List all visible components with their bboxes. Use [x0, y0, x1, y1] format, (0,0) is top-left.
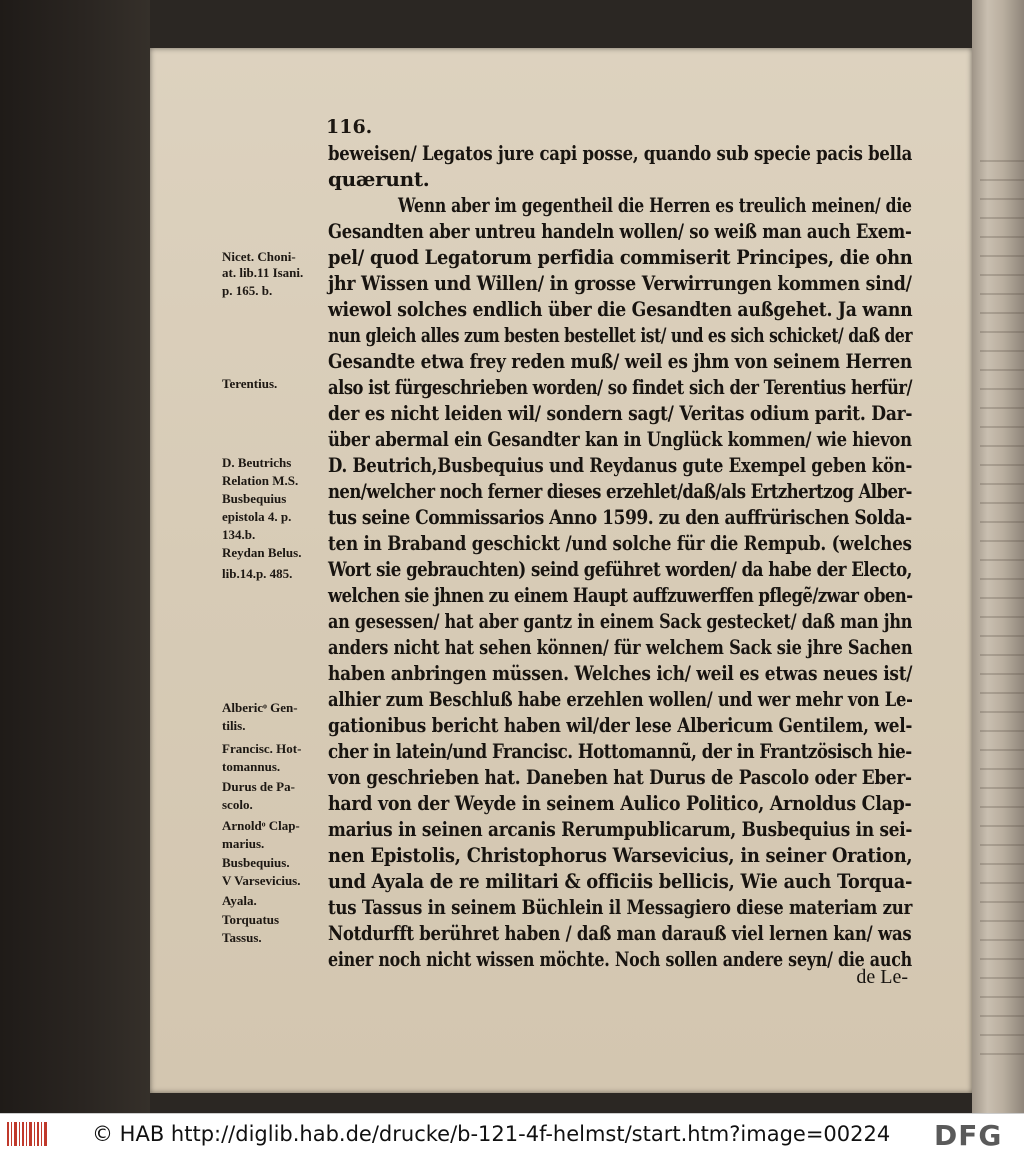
margin-note: Nicet. Choni-	[222, 249, 296, 264]
margin-note: V Varsevicius.	[222, 873, 301, 888]
margin-note: epistola 4. p.	[222, 509, 292, 524]
footer-bar	[0, 1113, 1024, 1154]
margin-note: Reydan Belus.	[222, 545, 302, 560]
text-line: der es nicht leiden wil/ sondern sagt/ Veritas odium parit. Dar-	[328, 401, 913, 425]
margin-note: p. 165. b.	[222, 283, 273, 298]
margin-note: scolo.	[222, 797, 253, 812]
text-line: und Ayala de re militari & officiis bellicis, Wie auch Torqua-	[328, 869, 913, 893]
margin-note: D. Beutrichs	[222, 455, 292, 470]
text-line: quærunt.	[328, 167, 430, 191]
page-number: 116.	[326, 116, 373, 138]
text-line: tus seine Commissarios Anno 1599. zu den auffrürischen Solda-	[328, 505, 912, 529]
text-line: D. Beutrich,Busbequius und Reydanus gute Exempel geben kön-	[328, 453, 913, 477]
margin-note: Durus de Pa-	[222, 779, 295, 794]
text-line: einer noch nicht wissen möchte. Noch sollen andere seyn/ die auch	[328, 947, 912, 971]
dfg-logo: DFG	[934, 1119, 1003, 1152]
margin-note: lib.14.p. 485.	[222, 566, 293, 581]
text-line: welchen sie jhnen zu einem Haupt auffzuwerffen pflegẽ/zwar oben-	[328, 583, 913, 607]
text-line: alhier zum Beschluß habe erzehlen wollen/ und wer mehr von Le-	[328, 687, 913, 711]
text-line: nen Epistolis, Christophorus Warsevicius, in seiner Oration,	[328, 843, 913, 867]
text-line: beweisen/ Legatos jure capi posse, quando sub specie pacis bella	[328, 141, 913, 165]
text-line: Wort sie gebrauchten) seind geführet worden/ da habe der Electo,	[328, 557, 912, 581]
text-line: Gesandte etwa frey reden muß/ weil es jhm von seinem Herren	[328, 349, 913, 373]
text-line: also ist fürgeschrieben worden/ so findet sich der Terentius herfür/	[328, 375, 912, 399]
catchword: de Le-	[856, 966, 908, 988]
margin-note: Terentius.	[222, 376, 278, 391]
text-line: haben anbringen müssen. Welches ich/ weil es etwas neues ist/	[328, 661, 913, 685]
text-line: nen/welcher noch ferner dieses erzehlet/daß/als Ertzhertzog Alber-	[328, 479, 912, 503]
margin-note: Torquatus	[222, 912, 280, 927]
margin-note: Ayala.	[222, 893, 257, 908]
text-line: Wenn aber im gegentheil die Herren es treulich meinen/ die	[398, 193, 912, 217]
text-line: Gesandten aber untreu handeln wollen/ so weiß man auch Exem-	[328, 219, 912, 243]
text-line: anders nicht hat sehen können/ für welchem Sack sie jhre Sachen	[328, 635, 913, 659]
margin-note: Albericͦ Gen-	[222, 700, 298, 715]
margin-note: 134.b.	[222, 527, 256, 542]
text-line: tus Tassus in seinem Büchlein il Messagiero diese materiam zur	[328, 895, 913, 919]
text-line: wiewol solches endlich über die Gesandten außgehet. Ja wann	[328, 297, 913, 321]
margin-note: Tassus.	[222, 930, 262, 945]
text-line: nun gleich alles zum besten bestellet ist/ und es sich schicket/ daß der	[328, 323, 913, 347]
margin-note: tomannus.	[222, 759, 281, 774]
margin-note: Arnoldͦ Clap-	[222, 818, 300, 833]
margin-note: marius.	[222, 836, 265, 851]
scan-background	[0, 0, 150, 1113]
text-line: ten in Braband geschickt /und solche für die Rempub. (welches	[328, 531, 912, 555]
text-line: gationibus bericht haben wil/der lese Albericum Gentilem, wel-	[328, 713, 913, 737]
margin-note: at. lib.11 Isani.	[222, 265, 304, 280]
text-line: pel/ quod Legatorum perfidia commiserit Principes, die ohn	[328, 245, 913, 269]
margin-note: Busbequius	[222, 491, 287, 506]
margin-note: tilis.	[222, 718, 246, 733]
text-line: von geschrieben hat. Daneben hat Durus de Pascolo oder Eber-	[328, 765, 912, 789]
text-line: jhr Wissen und Willen/ in grosse Verwirrungen kommen sind/	[328, 271, 912, 295]
text-line: marius in seinen arcanis Rerumpublicarum, Busbequius in sei-	[328, 817, 913, 841]
text-line: über abermal ein Gesandter kan in Unglück kommen/ wie hievon	[328, 427, 912, 451]
margin-note: Relation M.S.	[222, 473, 299, 488]
copyright-url-text[interactable]: © HAB http://diglib.hab.de/drucke/b-121-4f-helmst/start.htm?image=00224	[92, 1122, 891, 1146]
barcode-icon	[6, 1120, 48, 1148]
text-line: hard von der Weyde in seinem Aulico Politico, Arnoldus Clap-	[328, 791, 912, 815]
margin-note: Busbequius.	[222, 855, 290, 870]
text-line: an gesessen/ hat aber gantz in einem Sack gestecket/ daß man jhn	[328, 609, 913, 633]
text-line: cher in latein/und Francisc. Hottomannũ, der in Frantzösisch hie-	[328, 739, 912, 763]
text-line: Notdurfft berühret haben / daß man darauß viel lernen kan/ was	[328, 921, 912, 945]
next-page-text-shadow	[980, 160, 1024, 1060]
margin-note: Francisc. Hot-	[222, 741, 302, 756]
